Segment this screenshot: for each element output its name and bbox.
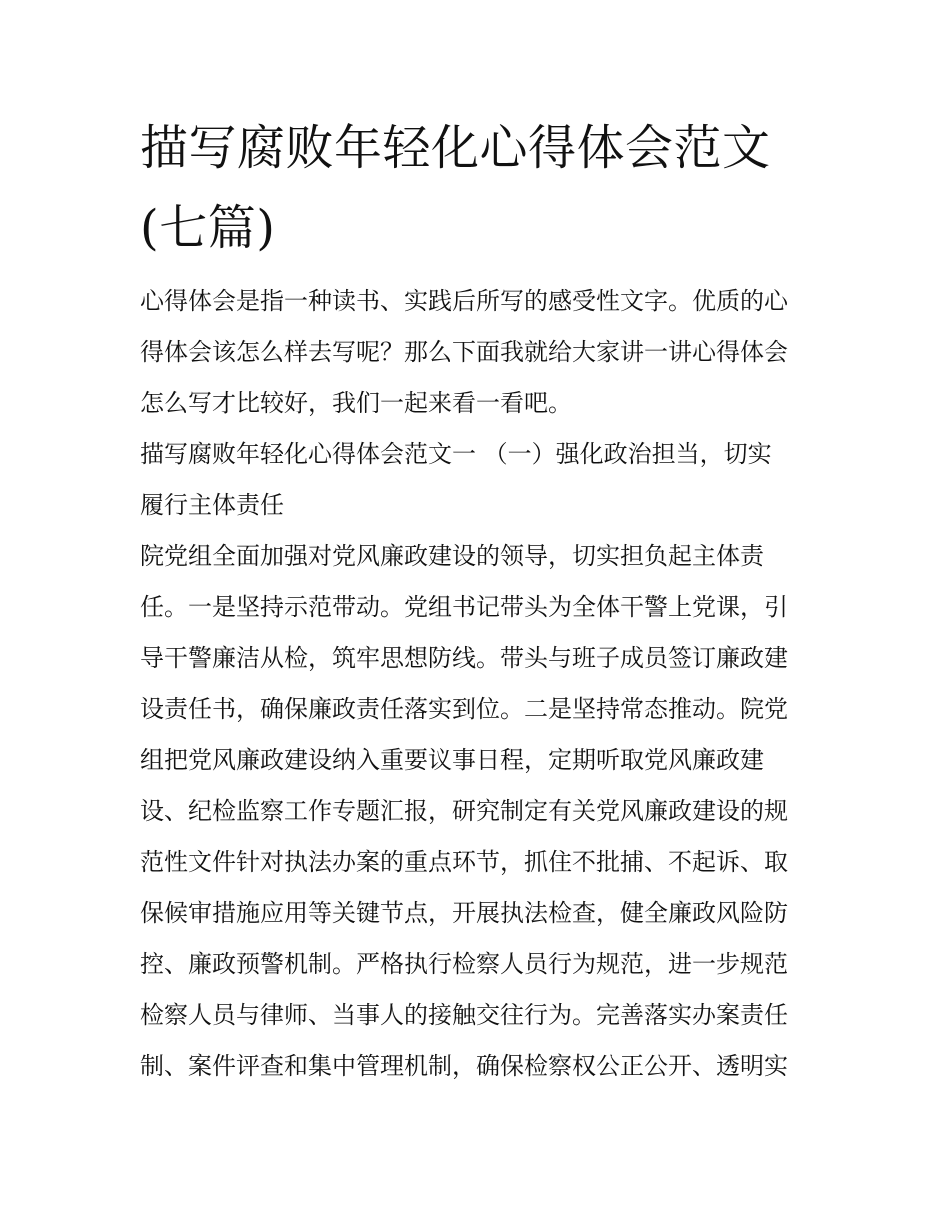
text-line: 制、案件评查和集中管理机制，确保检察权公正公开、透明实 [140, 1052, 788, 1080]
text-line: 描写腐败年轻化心得体会范文一 （一）强化政治担当，切实 [140, 440, 772, 468]
text-line: 任。一是坚持示范带动。党组书记带头为全体干警上党课，引 [140, 593, 788, 621]
document-body [140, 276, 820, 1092]
text-line: 得体会该怎么样去写呢？那么下面我就给大家讲一讲心得体会 [140, 338, 788, 366]
title-line: 描写腐败年轻化心得体会范文 [140, 120, 771, 176]
text-line: 导干警廉洁从检，筑牢思想防线。带头与班子成员签订廉政建 [140, 644, 788, 672]
title-line: (七篇) [140, 200, 276, 256]
text-line: 履行主体责任 [140, 491, 284, 519]
document-title [140, 108, 820, 268]
text-line: 组把党风廉政建设纳入重要议事日程，定期听取党风廉政建 [140, 746, 764, 774]
text-line: 保候审措施应用等关键节点，开展执法检查，健全廉政风险防 [140, 899, 788, 927]
intro-paragraph [140, 276, 820, 429]
section-heading [140, 429, 820, 531]
text-line: 检察人员与律师、当事人的接触交往行为。完善落实办案责任 [140, 1001, 788, 1029]
text-line: 控、廉政预警机制。严格执行检察人员行为规范，进一步规范 [140, 950, 788, 978]
body-paragraph [140, 531, 820, 1092]
text-line: 院党组全面加强对党风廉政建设的领导，切实担负起主体责 [140, 542, 764, 570]
text-line: 设责任书，确保廉政责任落实到位。二是坚持常态推动。院党 [140, 695, 788, 723]
text-line: 怎么写才比较好，我们一起来看一看吧。 [140, 389, 572, 417]
text-line: 设、纪检监察工作专题汇报，研究制定有关党风廉政建设的规 [140, 797, 788, 825]
text-line: 范性文件针对执法办案的重点环节，抓住不批捕、不起诉、取 [140, 848, 788, 876]
text-line: 心得体会是指一种读书、实践后所写的感受性文字。优质的心 [140, 287, 788, 315]
